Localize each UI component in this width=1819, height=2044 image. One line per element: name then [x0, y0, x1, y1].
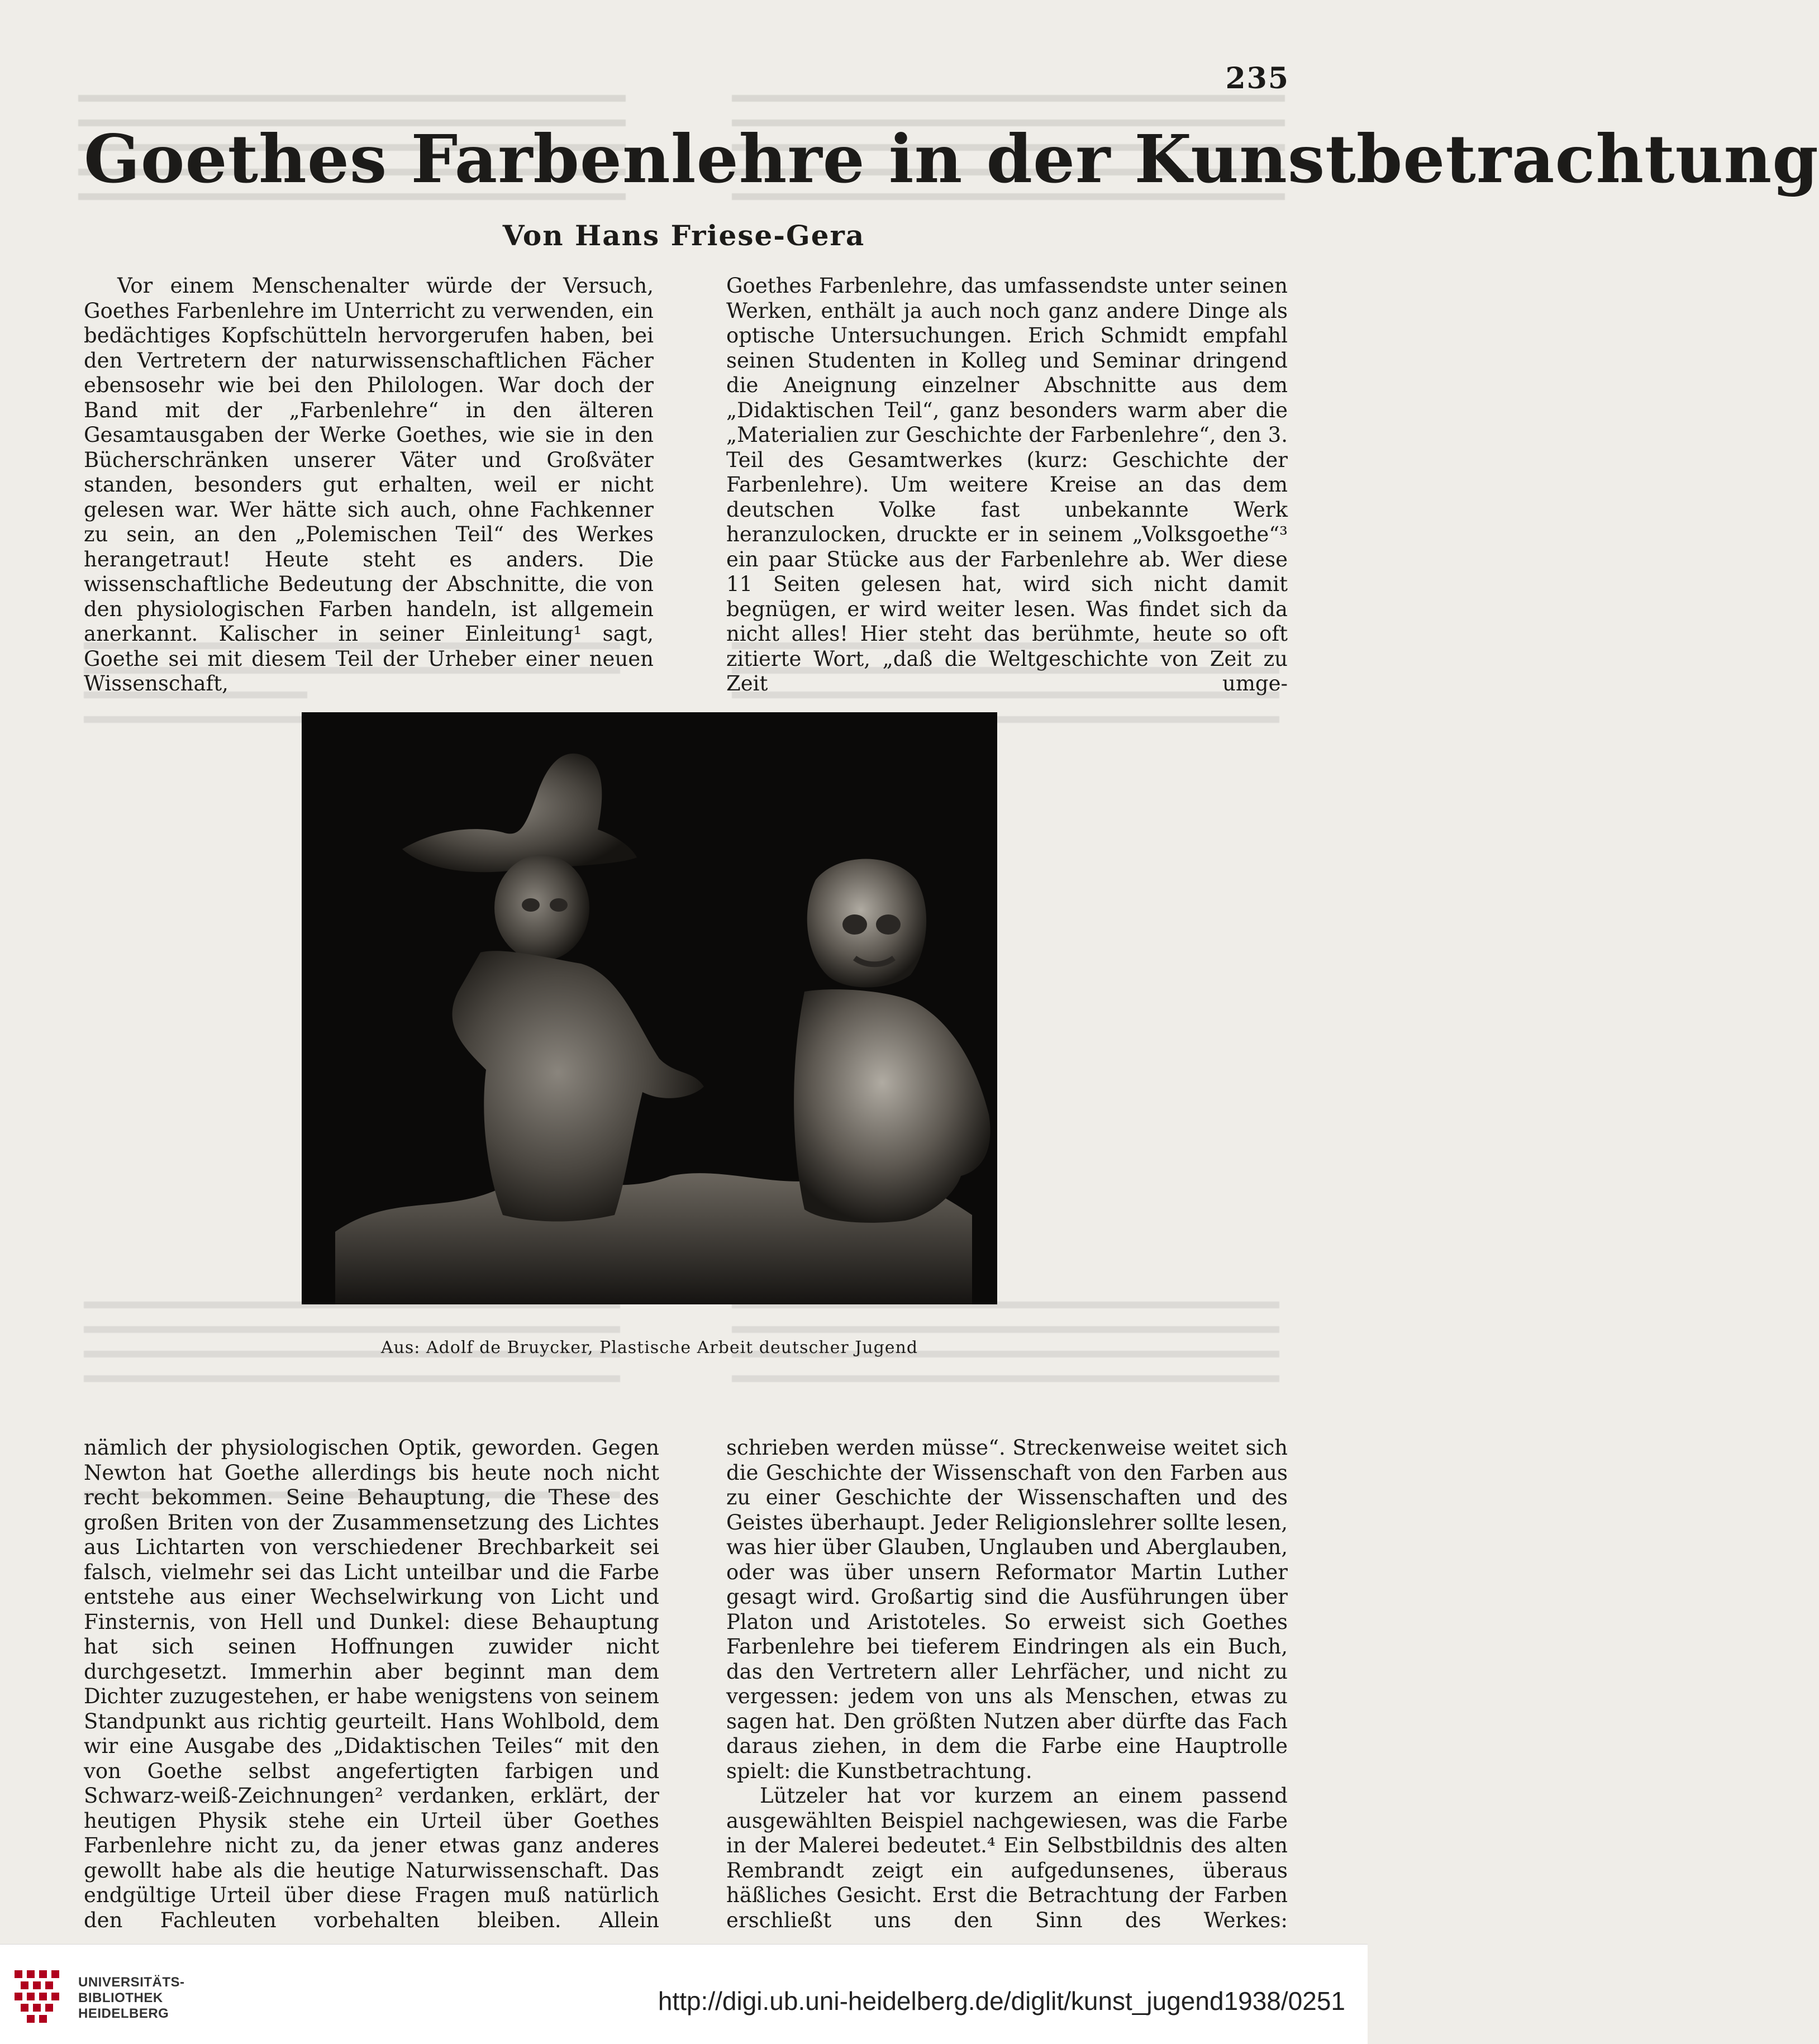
logo-line: UNIVERSITÄTS-: [78, 1975, 185, 1990]
viewer-footer: [0, 1944, 1368, 2044]
column-left-top: [84, 274, 654, 695]
university-logo-icon[interactable]: [10, 1965, 72, 2026]
article-title: Goethes Farbenlehre in der Kunstbetrachtung: [84, 120, 1819, 198]
logo-line: HEIDELBERG: [78, 2006, 169, 2021]
page-number: 235: [1225, 61, 1289, 96]
paragraph: Vor einem Menschenalter würde der Versuch, Goethes Farbenlehre im Unterricht zu verwenden, ein bedächtiges Kopfschütteln hervorgerufen haben, bei den Vertretern der naturwissenschaftlichen Fächer ebensosehr wie bei den Philologen. War doch der Band mit der „Farbenlehre“ in den älteren Gesamtausgaben der Werke Goethes, wie sie in den Bücherschränken unserer Väter und Großväter standen, besonders gut erhalten, weil er nicht gelesen war. Wer hätte sich auch, ohne Fachkenner zu sein, an den „Polemischen Teil“ des Werkes herangetraut! Heute steht es anders. Die wissenschaftliche Bedeutung der Abschnitte, die von den physiologischen Farben handeln, ist allgemein anerkannt. Kalischer in seiner Einleitung¹ sagt, Goethe sei mit diesem Teil der Urheber einer neuen Wissenschaft,: [84, 274, 654, 695]
column-right-bottom: [726, 1436, 1288, 1932]
article-byline: Von Hans Friese-Gera: [502, 219, 865, 252]
column-right-top: [726, 274, 1288, 695]
figure-photo: [302, 712, 997, 1304]
permalink-url[interactable]: http://digi.ub.uni-heidelberg.de/diglit/kunst_jugend1938/0251: [658, 1986, 1345, 2016]
figure-caption: Aus: Adolf de Bruycker, Plastische Arbeit deutscher Jugend: [380, 1338, 918, 1357]
logo-line: BIBLIOTHEK: [78, 1990, 163, 2005]
paragraph: Lützeler hat vor kurzem an einem passend ausgewählten Beispiel nachgewiesen, was die Farbe in der Malerei bedeutet.⁴ Ein Selbstbildnis des alten Rembrandt zeigt ein aufgedunsenes, überaus häßliches Gesicht. Erst die Betrachtung der Farben erschließt uns den Sinn des Werkes:: [726, 1784, 1288, 1932]
paragraph: schrieben werden müsse“. Streckenweise weitet sich die Geschichte der Wissenschaft von den Farben aus zu einer Geschichte der Wissenschaften und des Geistes überhaupt. Jeder Religionslehrer sollte lesen, was hier über Glauben, Unglauben und Aberglauben, oder was über unsern Reformator Martin Luther gesagt wird. Großartig sind die Ausführungen über Platon und Aristoteles. So erweist sich Goethes Farbenlehre bei tieferem Eindringen als ein Buch, das den Vertretern aller Lehrfächer, und nicht zu vergessen: jedem von uns als Menschen, etwas zu sagen hat. Den größten Nutzen aber dürfte das Fach daraus ziehen, in dem die Farbe eine Hauptrolle spielt: die Kunstbetrachtung.: [726, 1436, 1288, 1783]
paragraph: Goethes Farbenlehre, das umfassendste unter seinen Werken, enthält ja auch noch ganz andere Dinge als optische Untersuchungen. Erich Schmidt empfahl seinen Studenten in Kolleg und Seminar dringend die Aneignung einzelner Abschnitte aus dem „Didaktischen Teil“, ganz besonders warm aber die „Materialien zur Geschichte der Farbenlehre“, den 3. Teil des Gesamtwerkes (kurz: Geschichte der Farbenlehre). Um weitere Kreise an das dem deutschen Volke fast unbekannte Werk heranzulocken, druckte er in seinem „Volksgoethe“³ ein paar Stücke aus der Farbenlehre ab. Wer diese 11 Seiten gelesen hat, wird sich nicht damit begnügen, er wird weiter lesen. Was findet sich da nicht alles! Hier steht das berühmte, heute so oft zitierte Wort, „daß die Weltgeschichte von Zeit zu Zeit umge-: [726, 274, 1288, 695]
column-left-bottom: [84, 1436, 659, 1932]
paragraph: nämlich der physiologischen Optik, geworden. Gegen Newton hat Goethe allerdings bis heute noch nicht recht bekommen. Seine Behauptung, die These des großen Briten von der Zusammensetzung des Lichtes aus Lichtarten von verschiedener Brechbarkeit sei falsch, vielmehr sei das Licht unteilbar und die Farbe entstehe aus einer Wechselwirkung von Licht und Finsternis, von Hell und Dunkel: diese Behauptung hat sich seinen Hoffnungen zuwider nicht durchgesetzt. Immerhin aber beginnt man dem Dichter zuzugestehen, er habe wenigstens von seinem Standpunkt aus richtig geurteilt. Hans Wohlbold, dem wir eine Ausgabe des „Didaktischen Teiles“ mit den von Goethe selbst angefertigten farbigen und Schwarz-weiß-Zeichnungen² verdanken, erklärt, der heutigen Physik stehe ein Urteil über Goethes Farbenlehre nicht zu, da jener etwas ganz anderes gewollt habe als die heutige Naturwissenschaft. Das endgültige Urteil über diese Fragen muß natürlich den Fachleuten vorbehalten bleiben. Allein: [84, 1436, 659, 1932]
figure-illustration: [302, 712, 997, 1304]
university-logo-text[interactable]: [78, 1975, 185, 2022]
